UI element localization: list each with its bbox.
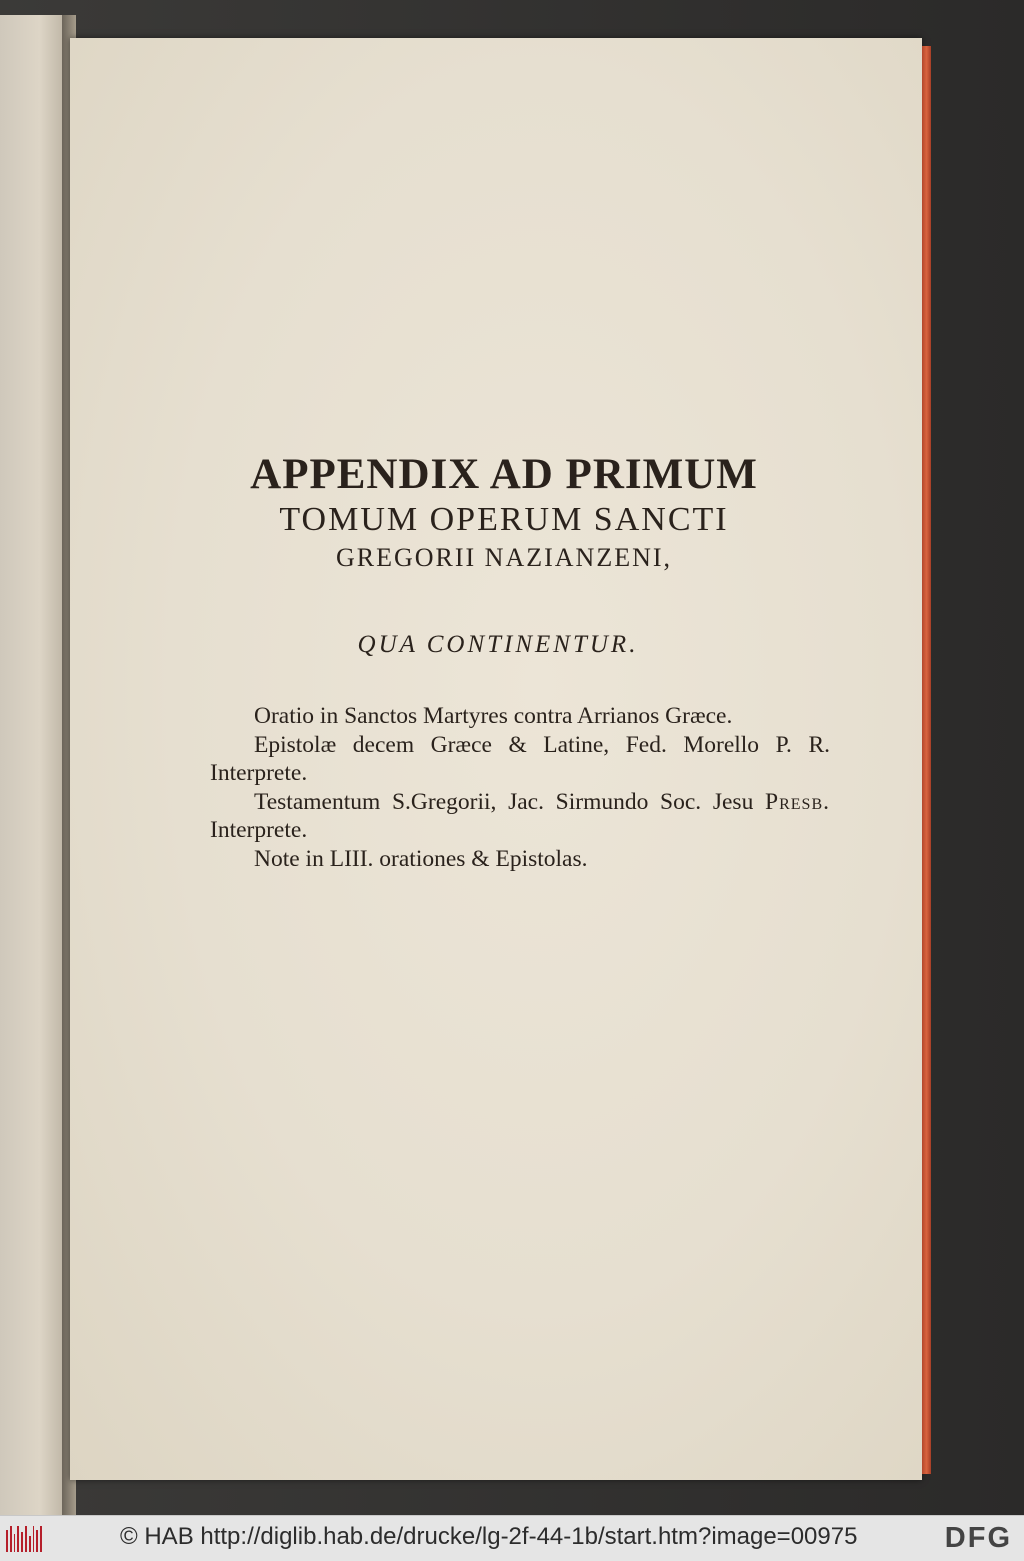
- contents-entry: Epistolæ decem Græce & Latine, Fed. Morello P. R. Interprete.: [210, 731, 830, 787]
- contents-entry-smallcaps: Presb.: [765, 788, 830, 815]
- title-line-1: APPENDIX AD PRIMUM: [250, 451, 758, 498]
- hab-barcode-logo-icon[interactable]: [6, 1526, 42, 1552]
- contents-entry-text: Interprete.: [210, 817, 308, 844]
- red-page-edge: [922, 46, 931, 1474]
- copyright-link[interactable]: © HAB http://diglib.hab.de/drucke/lg-2f-44-1b/start.htm?image=00975: [120, 1523, 858, 1550]
- contents-entry: Note in LIII. orationes & Epistolas.: [254, 845, 588, 872]
- dfg-logo[interactable]: DFG: [944, 1522, 1012, 1554]
- title-line-2: TOMUM OPERUM SANCTI: [279, 501, 729, 538]
- contents-entry: [210, 788, 830, 845]
- footer-bar: [0, 1515, 1024, 1561]
- contents-entry-text: Testamentum S.Gregorii, Jac. Sirmundo Soc. Jesu: [254, 788, 766, 815]
- title-block: [70, 450, 922, 872]
- contents-entry: Oratio in Sanctos Martyres contra Arrianos Græce.: [254, 703, 733, 729]
- facing-page-edge: [0, 15, 66, 1515]
- title-line-3: GREGORII NAZIANZENI,: [335, 543, 673, 572]
- contents-list: [210, 702, 830, 874]
- contents-heading: QUA CONTINENTUR.: [357, 631, 639, 658]
